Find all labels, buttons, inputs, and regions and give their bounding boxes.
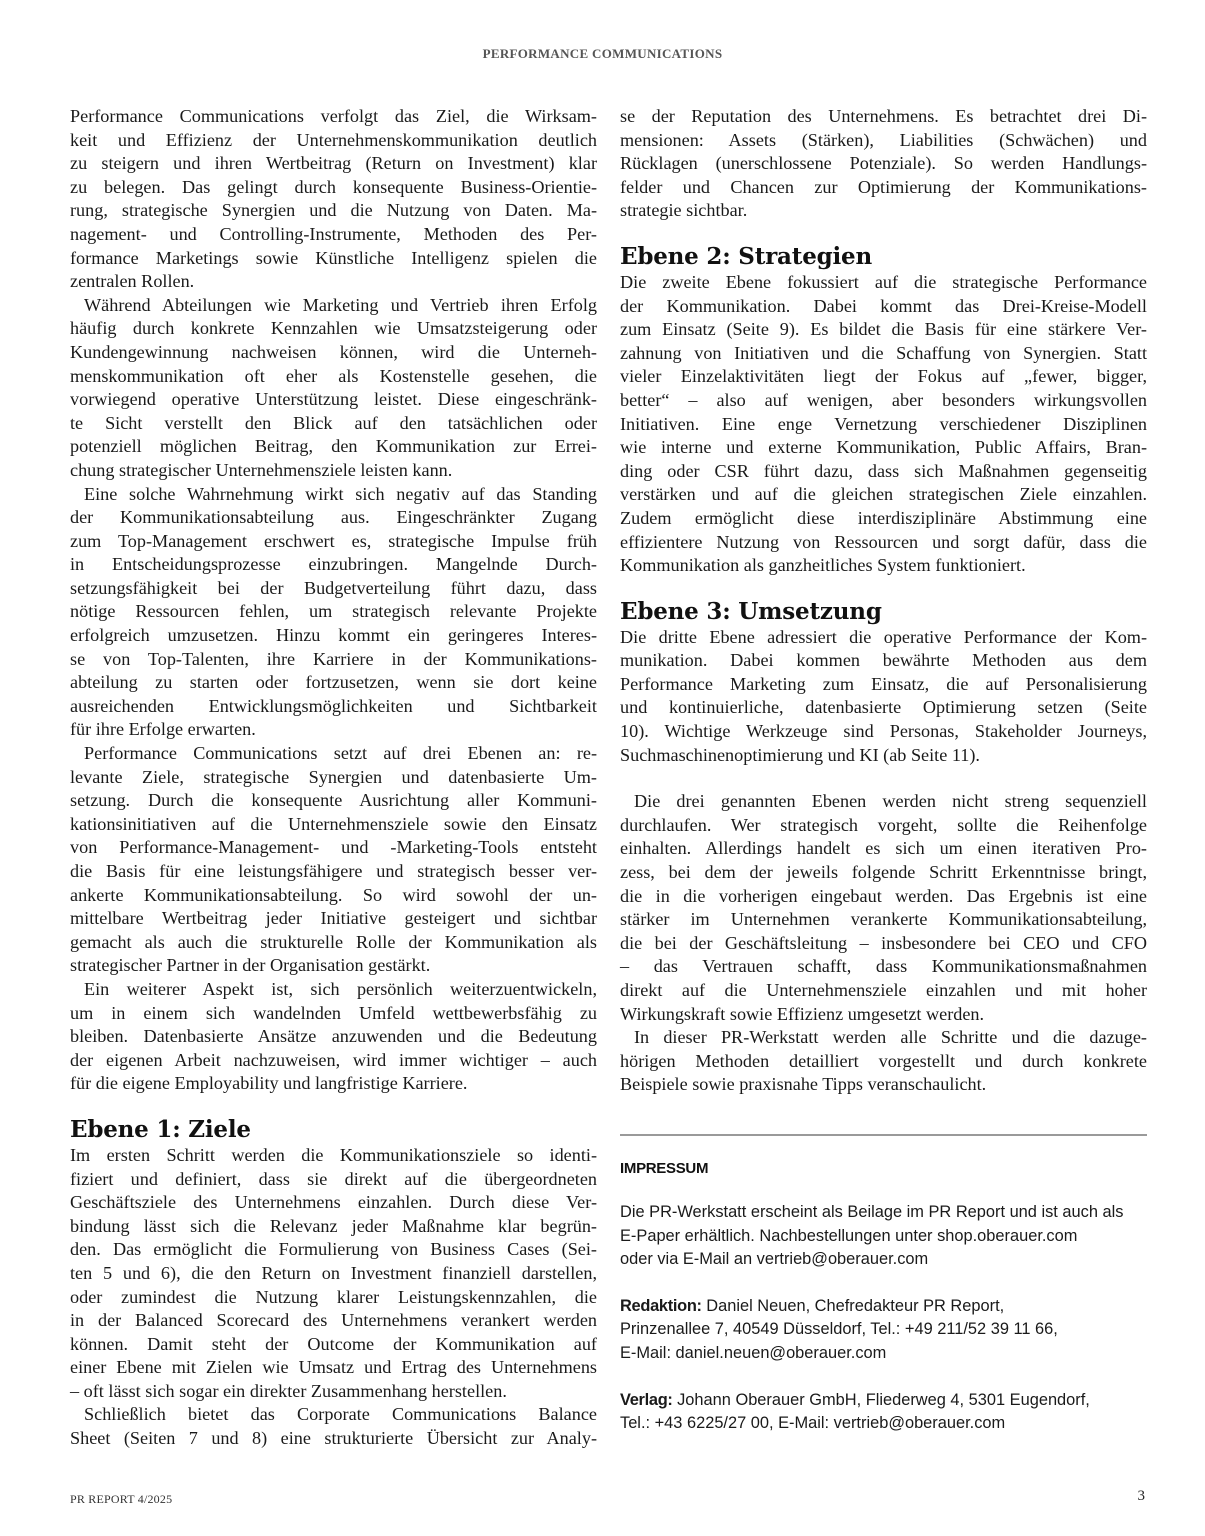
text-line: Performance Communications verfolgt das Ziel, die Wirksam-	[70, 106, 597, 126]
text-line: den. Das ermöglicht die Formulierung von Business Cases (Sei-	[70, 1239, 597, 1260]
impressum-intro	[620, 1201, 1147, 1272]
text-line: die Basis für eine leistungsfähigere und strategisch besser ver-	[70, 861, 597, 881]
text-line: Performance Marketing zum Einsatz, die auf Personalisierung	[620, 673, 1147, 694]
text-line: in der Balanced Scorecard des Unternehmens verankert werden	[70, 1310, 597, 1331]
text-line: der eigenen Arbeit nachzuweisen, wird immer wichtiger – auch	[70, 1049, 597, 1070]
paragraph	[620, 1026, 1147, 1097]
impressum-title: IMPRESSUM	[620, 1159, 709, 1177]
footer-issue: PR REPORT 4/2025	[70, 1492, 173, 1506]
text-line: durchlaufen. Wer strategisch vorgeht, sollte die Reihenfolge	[620, 814, 1147, 835]
text-line: in Entscheidungsprozesse einzubringen. Mangelnde Durch-	[70, 554, 597, 575]
section-heading-ebene-2: Ebene 2: Strategien	[620, 242, 872, 270]
text-line: formance Marketings sowie Künstliche Intelligenz spielen die	[70, 247, 597, 268]
text-line: Performance Communications setzt auf drei Ebenen an: re-	[84, 743, 597, 764]
text-line: zum Top-Management erschwert es, strategische Impulse früh	[70, 530, 597, 551]
text-line: Suchmaschinenoptimierung und KI (ab Seite 11).	[620, 744, 980, 765]
text-line: – das Vertrauen schafft, dass Kommunikationsmaßnahmen	[620, 956, 1147, 977]
text-line: einer Ebene mit Zielen wie Umsatz und Ertrag des Unternehmens	[70, 1357, 597, 1378]
text-line: Kundengewinnung nachweisen können, wird die Unterneh-	[70, 341, 597, 362]
text-line: E-Paper erhältlich. Nachbestellungen unter shop.oberauer.com	[620, 1226, 1078, 1245]
page-number: 3	[1137, 1488, 1145, 1504]
text-line: menskommunikation oft eher als Kostenstelle gesehen, die	[70, 365, 597, 386]
paragraph	[70, 1144, 597, 1404]
text-line: zu steigern und ihren Wertbeitrag (Return on Investment) klar	[70, 153, 597, 174]
text-line: Die dritte Ebene adressiert die operative Performance der Kom-	[620, 626, 1147, 647]
section-heading-ebene-1: Ebene 1: Ziele	[70, 1115, 251, 1143]
text-line: direkt auf die Unternehmensziele einzahlen und mit hoher	[620, 980, 1147, 1000]
paragraph	[620, 790, 1147, 1026]
text-line: um in einem sich wandelnden Umfeld wettbewerbsfähig zu	[70, 1002, 597, 1023]
paragraph	[70, 1403, 597, 1450]
text-line: zentralen Rollen.	[70, 271, 195, 292]
text-line: se von Top-Talenten, ihre Karriere in der Kommunikations-	[70, 648, 597, 669]
text-line: rung, strategische Synergien und die Nutzung von Daten. Ma-	[70, 200, 597, 221]
text-line: nötige Ressourcen fehlen, um strategisch relevante Projekte	[70, 601, 597, 622]
paragraph	[70, 483, 597, 743]
text-line: Beispiele sowie praxisnahe Tipps veranschaulicht.	[620, 1074, 987, 1095]
text-line: die bei der Geschäftsleitung – insbesondere bei CEO und CFO	[620, 932, 1147, 953]
text-line: se der Reputation des Unternehmens. Es betrachtet drei Di-	[620, 106, 1147, 126]
text-line: vorwiegend operative Unterstützung leistet. Diese eingeschränk-	[70, 389, 597, 410]
text-line: für die eigene Employability und langfristige Karriere.	[70, 1073, 468, 1094]
paragraph	[620, 105, 1147, 223]
text-line: zess, bei dem der jeweils folgende Schritt Erkenntnisse bringt,	[620, 862, 1147, 883]
text-line: ten 5 und 6), die den Return on Investment finanziell darstellen,	[70, 1262, 597, 1283]
text-line: vieler Einzelaktivitäten liegt der Fokus auf „fewer, bigger,	[620, 366, 1147, 387]
text-line: Eine solche Wahrnehmung wirkt sich negativ auf das Standing	[84, 483, 597, 504]
text-line: Die PR-Werkstatt erscheint als Beilage im PR Report und ist auch als	[620, 1202, 1124, 1221]
paragraph	[70, 294, 597, 483]
paragraph	[70, 978, 597, 1096]
text-line: mensionen: Assets (Stärken), Liabilities (Schwächen) und	[620, 129, 1147, 150]
text-line: der Kommunikation. Dabei kommt das Drei-Kreise-Modell	[620, 295, 1147, 316]
text-line: Initiativen. Eine enge Vernetzung verschiedener Disziplinen	[620, 413, 1147, 434]
text-line: Ein weiterer Aspekt ist, sich persönlich weiterzuentwickeln,	[84, 978, 597, 999]
text-line: strategie sichtbar.	[620, 200, 748, 221]
right-column	[620, 105, 1147, 1436]
text-line: Sheet (Seiten 7 und 8) eine strukturierte Übersicht zur Analy-	[70, 1428, 597, 1449]
text-line: Kommunikation als ganzheitliches System funktioniert.	[620, 555, 1026, 576]
text-line: erfolgreich umzusetzen. Hinzu kommt ein geringeres Interes-	[70, 625, 597, 646]
text-line: strategischer Partner in der Organisation gestärkt.	[70, 955, 431, 976]
text-line: setzungsfähigkeit bei der Budgetverteilung führt dazu, dass	[70, 577, 597, 598]
text-line: der Kommunikationsabteilung aus. Eingeschränkter Zugang	[70, 507, 597, 528]
text-line: stärker im Unternehmen verankerte Kommunikationsabteilung,	[620, 909, 1147, 930]
text-line: oder zumindest die Nutzung klarer Leistungskennzahlen, die	[70, 1286, 597, 1307]
text-line: 10). Wichtige Werkzeuge sind Personas, Stakeholder Journeys,	[620, 721, 1147, 742]
text-line: bleiben. Datenbasierte Ansätze anzuwenden und die Bedeutung	[70, 1026, 597, 1047]
section-heading-ebene-3: Ebene 3: Umsetzung	[620, 597, 882, 625]
paragraph	[70, 105, 597, 294]
text-line: te Sicht verstellt den Blick auf den tatsächlichen oder	[70, 412, 597, 433]
text-line: Schließlich bietet das Corporate Communications Balance	[84, 1404, 597, 1425]
text-line: abteilung zu starten oder fortzusetzen, wenn sie dort keine	[70, 672, 597, 693]
text-line: zahnung von Initiativen und die Schaffung von Synergien. Statt	[620, 342, 1147, 363]
text-line: wie interne und externe Kommunikation, Public Affairs, Bran-	[620, 437, 1147, 458]
text-line: Die zweite Ebene fokussiert auf die strategische Performance	[620, 271, 1147, 292]
text-line: häufig durch konkrete Kennzahlen wie Umsatzsteigerung oder	[70, 318, 597, 339]
text-line: Wirkungskraft sowie Effizienz umgesetzt werden.	[620, 1003, 985, 1024]
text-line: Geschäftsziele des Unternehmens einzahlen. Durch diese Ver-	[70, 1192, 597, 1213]
text-line: die in die vorherigen eingebaut werden. Das Ergebnis ist eine	[620, 885, 1147, 906]
redaktion-label: Redaktion:	[620, 1296, 702, 1315]
text-line: ding oder CSR führt dazu, dass sich Maßnahmen gegenseitig	[620, 460, 1147, 481]
text-line: Die drei genannten Ebenen werden nicht streng sequenziell	[634, 791, 1147, 812]
text-line: keit und Effizienz der Unternehmenskommunikation deutlich	[70, 129, 597, 150]
text-line: fiziert und definiert, dass sie direkt auf die übergeordneten	[70, 1168, 597, 1189]
text-line: setzung. Durch die konsequente Ausrichtung aller Kommuni-	[70, 790, 597, 811]
text-line: Im ersten Schritt werden die Kommunikationsziele so identi-	[70, 1144, 597, 1165]
text-line: können. Damit steht der Outcome der Kommunikation auf	[70, 1333, 597, 1354]
impressum-redaktion: Redaktion: Daniel Neuen, Chefredakteur PR Report, Prinzenallee 7, 40549 Düsseldorf, Tel.: +49 211/52 39 11 66, E-Mail: daniel.neuen@oberauer.com	[620, 1296, 1058, 1362]
text-line: In dieser PR-Werkstatt werden alle Schritte und die dazuge-	[634, 1027, 1147, 1048]
text-line: einhalten. Allerdings handelt es sich um einen iterativen Pro-	[620, 838, 1147, 859]
text-line: ankerte Kommunikationsabteilung. So wird sowohl der un-	[70, 884, 597, 905]
text-line: nagement- und Controlling-Instrumente, Methoden des Per-	[70, 223, 597, 244]
text-line: kationsinitiativen auf die Unternehmensziele sowie den Einsatz	[70, 813, 597, 834]
text-line: ausreichenden Entwicklungsmöglichkeiten und Sichtbarkeit	[70, 695, 597, 716]
text-line: potenziell möglichen Beitrag, den Kommunikation zur Errei-	[70, 436, 597, 457]
running-head: PERFORMANCE COMMUNICATIONS	[482, 46, 723, 61]
text-line: hörigen Methoden detailliert vorgestellt und durch konkrete	[620, 1050, 1147, 1071]
text-line: zu belegen. Das gelingt durch konsequente Business-Orientie-	[70, 176, 597, 197]
text-line: oder via E-Mail an vertrieb@oberauer.com	[620, 1250, 929, 1269]
text-line: levante Ziele, strategische Synergien und datenbasierte Um-	[70, 766, 597, 787]
text-line: felder und Chancen zur Optimierung der Kommunikations-	[620, 176, 1147, 197]
text-line: bindung lässt sich die Relevanz jeder Maßnahme klar begrün-	[70, 1215, 597, 1236]
text-line: munikation. Dabei kommen bewährte Methoden aus dem	[620, 650, 1147, 671]
text-line: Während Abteilungen wie Marketing und Vertrieb ihren Erfolg	[84, 294, 597, 315]
text-line: gemacht als auch die strukturelle Rolle der Kommunikation als	[70, 931, 597, 952]
verlag-label: Verlag:	[620, 1390, 673, 1409]
text-line: Zudem ermöglicht diese interdisziplinäre Abstimmung eine	[620, 507, 1147, 528]
text-line: verstärken und auf die gleichen strategischen Ziele einzahlen.	[620, 484, 1147, 505]
paragraph	[620, 271, 1147, 578]
paragraph	[620, 626, 1147, 768]
text-line: Rücklagen (unerschlossene Potenziale). So werden Handlungs-	[620, 153, 1147, 174]
text-line: chung strategischer Unternehmensziele leisten kann.	[70, 459, 453, 480]
left-column	[70, 105, 597, 1451]
text-line: und kontinuierliche, datenbasierte Optimierung setzen (Seite	[620, 697, 1147, 718]
text-line: – oft lässt sich sogar ein direkter Zusammenhang herstellen.	[70, 1380, 507, 1401]
paragraph	[70, 742, 597, 978]
text-line: für ihre Erfolge erwarten.	[70, 719, 256, 740]
text-line: effizientere Nutzung von Ressourcen und sorgt dafür, dass die	[620, 531, 1147, 552]
impressum-verlag: Verlag: Johann Oberauer GmbH, Fliederweg 4, 5301 Eugendorf, Tel.: +43 6225/27 00, E-Mail: vertrieb@oberauer.com	[620, 1390, 1090, 1433]
text-line: mittelbare Wertbeitrag jeder Initiative gesteigert und sichtbar	[70, 908, 597, 929]
text-line: better“ – also auf wenigen, aber besonders wirkungsvollen	[620, 389, 1147, 410]
text-line: zum Einsatz (Seite 9). Es bildet die Basis für eine stärkere Ver-	[620, 319, 1147, 340]
text-line: von Performance-Management- und -Marketing-Tools entsteht	[70, 837, 597, 858]
